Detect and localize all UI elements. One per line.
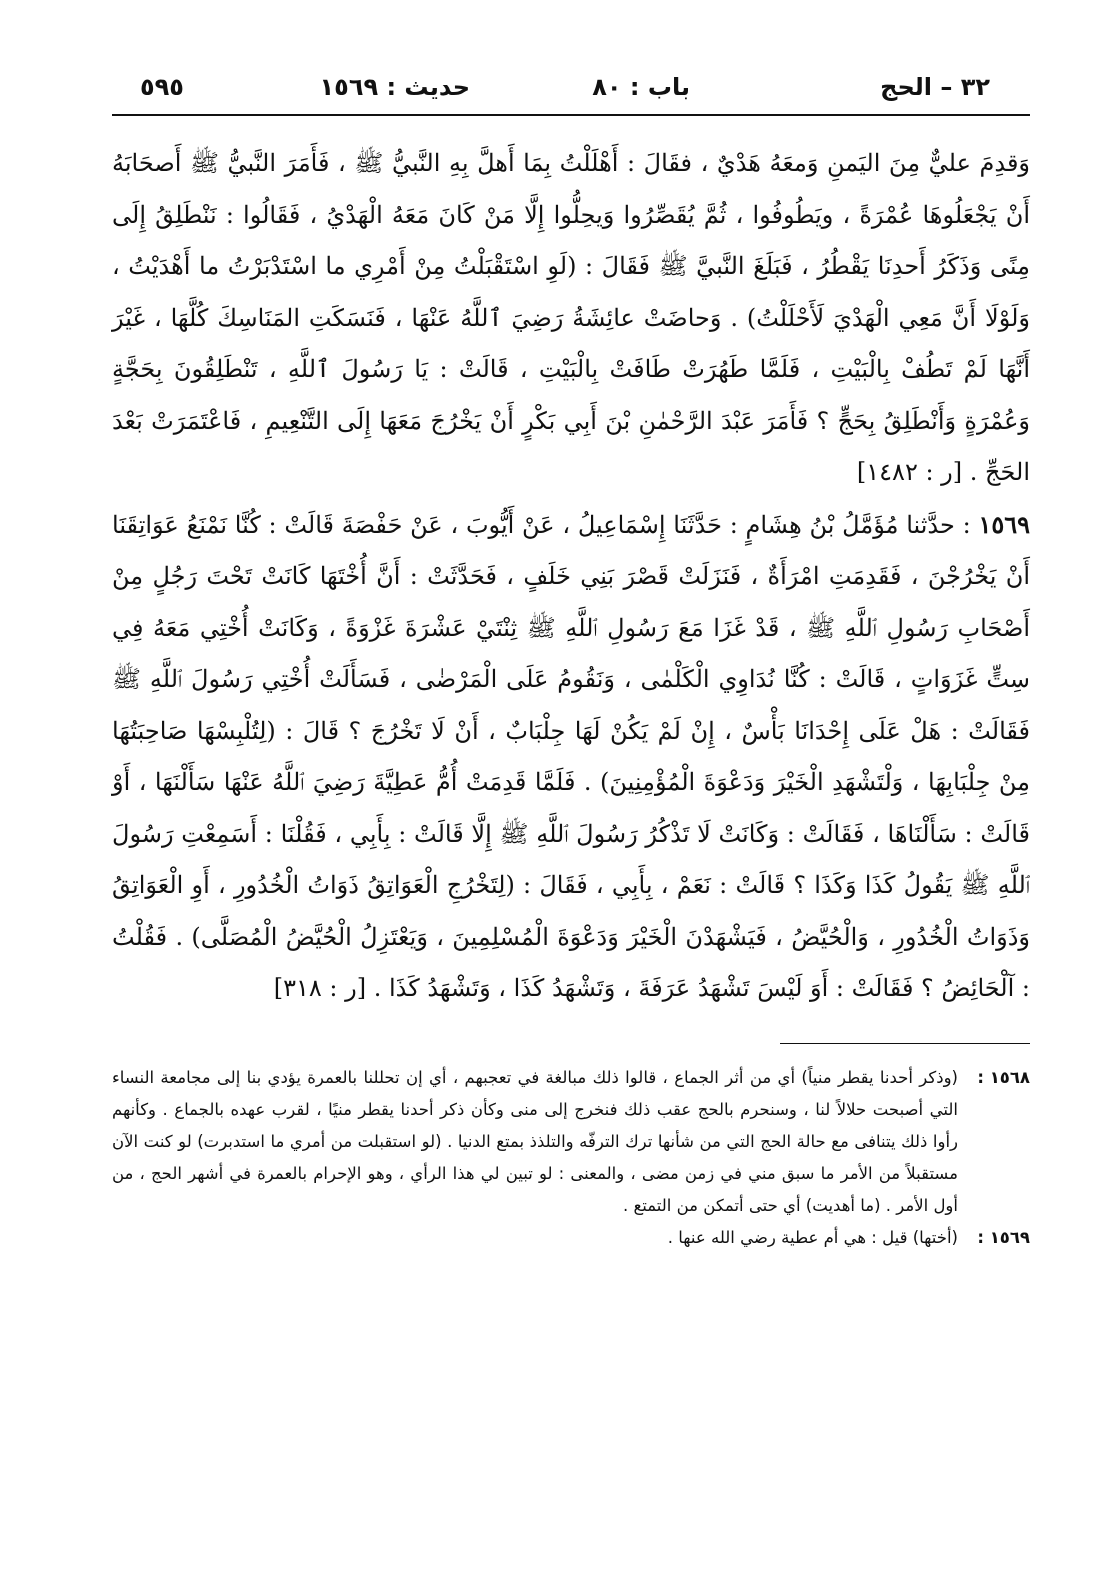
chapter-title: ٣٢ – الحج — [880, 73, 990, 101]
footnote-number: ١٥٦٨ : — [977, 1067, 1030, 1087]
hadith-1569-text: : حدَّثنا مُؤَمَّلُ بْنُ هِشَامٍ : حَدَّثَنَا إِسْمَاعِيلُ ، عَنْ أَيُّوبَ ، عَنْ حَفْصَةَ قَالَتْ : كُنَّا نَمْنَعُ عَوَاتِقَنَا أَنْ يَخْرُجْنَ ، فَقَدِمَتِ امْرَأَةٌ ، فَنَزَلَتْ قَصْرَ بَنِي خَلَفٍ ، فَحَدَّثَتْ : أَنَّ أُخْتَهَا كَانَتْ تَحْتَ رَجُلٍ مِنْ أَصْحَابِ رَسُولِ ٱللَّهِ ﷺ ، قَدْ غَزَا مَعَ رَسُولِ ٱللَّهِ ﷺ ثِنْتَيْ عَشْرَةَ غَزْوَةً ، وَكَانَتْ أُخْتِي مَعَهُ فِي سِتٍّ غَزَوَاتٍ ، قَالَتْ : كُنَّا نُدَاوِي الْكَلْمٰى ، وَنَقُومُ عَلَى الْمَرْضٰى ، فَسَأَلَتْ أُخْتِي رَسُولَ ٱللَّهِ ﷺ فَقَالَتْ : هَلْ عَلَى إِحْدَانَا بَأْسٌ ، إِنْ لَمْ يَكُنْ لَهَا جِلْبَابٌ ، أَنْ لَا تَخْرُجَ ؟ قَالَ : (لِتُلْبِسْهَا صَاحِبَتُهَا مِنْ جِلْبَابِهَا ، وَلْتَشْهَدِ الْخَيْرَ وَدَعْوَةَ الْمُؤْمِنِينَ) . فَلَمَّا قَدِمَتْ أُمُّ عَطِيَّةَ رَضِيَ ٱللَّهُ عَنْهَا سَأَلْنَهَا ، أَوْ قَالَتْ : سَأَلْنَاهَا ، فَقَالَتْ : وَكَانَتْ لَا تَذْكُرُ رَسُولَ ٱللَّهِ ﷺ إِلَّا قَالَتْ : بِأَبِي ، فَقُلْنَا : أَسَمِعْتِ رَسُولَ ٱللَّهِ ﷺ يَقُولُ كَذَا وَكَذَا ؟ قَالَتْ : نَعَمْ ، بِأَبِي ، فَقَالَ : (لِتَخْرُجِ الْعَوَاتِقُ ذَوَاتُ الْخُدُورِ ، أَوِ الْعَوَاتِقُ وَذَوَاتُ الْخُدُورِ ، وَالْحُيَّضُ ، فَيَشْهَدْنَ الْخَيْرَ وَدَعْوَةَ الْمُسْلِمِينَ ، وَيَعْتَزِلُ الْحُيَّضُ الْمُصَلَّى) . فَقُلْتُ : آلْحَائِضُ ؟ فَقَالَتْ : أَوَ لَيْسَ تَشْهَدُ عَرَفَةَ ، وَتَشْهَدُ كَذَا ، وَتَشْهَدُ كَذَا . — [112, 510, 1030, 1002]
footnote-divider — [780, 1043, 1030, 1044]
hadith-body — [112, 138, 1030, 1015]
footnote-1568 — [112, 1062, 1030, 1222]
page-header — [112, 60, 1030, 116]
hadith-1569-reference: [ر : ٣١٨] — [273, 974, 367, 1002]
hadith-1568-reference: [ر : ١٤٨٢] — [856, 458, 963, 486]
hadith-1569-number: ١٥٦٩ — [978, 509, 1031, 539]
footnote-body — [112, 1062, 958, 1222]
page-number: ٥٩٥ — [140, 73, 184, 101]
hadith-1568-continuation — [112, 138, 1030, 499]
hadith-1569 — [112, 499, 1030, 1015]
footnote-number: ١٥٦٩ : — [977, 1227, 1030, 1247]
hadith-1568-text: وَقدِمَ عليٌّ مِنَ اليَمنِ وَمعَهُ هَدْيٌ ، فقَالَ : أَهْلَلْتُ بِمَا أَهلَّ بِهِ النَّبيُّ ﷺ ، فَأَمَرَ النَّبيُّ ﷺ أَصحَابَهُ أَنْ يَجْعَلُوهَا عُمْرَةً ، ويَطُوفُوا ، ثُمَّ يُقَصِّرُوا وَيحِلُّوا إِلَّا مَنْ كَانَ مَعَهُ الْهَدْيُ ، فَقَالُوا : نَنْطَلِقُ إِلَى مِنًى وَذَكَرُ أَحدِنَا يَقْطُرُ ، فَبَلَغَ النَّبيَّ ﷺ فَقَالَ : (لَوِ اسْتَقْبَلْتُ مِنْ أَمْرِي ما اسْتَدْبَرْتُ ما أَهْدَيْتُ ، وَلَوْلَا أَنَّ مَعِي الْهَدْيَ لَأَحْلَلْتُ) . وَحاضَتْ عائِشَةُ رَضِيَ ٱللَّهُ عَنْهَا ، فَنَسَكَتِ المَنَاسِكَ كُلَّهَا ، غَيْرَ أَنَّهَا لَمْ تَطُفْ بِالْبَيْتِ ، فَلَمَّا طَهُرَتْ طَافَتْ بِالْبَيْتِ ، قَالَتْ : يَا رَسُولَ ٱللَّهِ ، تَنْطَلِقُونَ بِحَجَّةٍ وَعُمْرَةٍ وَأَنْطَلِقُ بِحَجٍّ ؟ فَأَمَرَ عَبْدَ الرَّحْمٰنِ بْنَ أَبِي بَكْرٍ أَنْ يَخْرُجَ مَعَهَا إِلَى التَّنْعِيمِ ، فَاعْتَمَرَتْ بَعْدَ الحَجِّ . — [112, 149, 1031, 486]
footnote-paragraph: (أختها) قيل : هي أم عطية رضي الله عنها . — [667, 1227, 958, 1247]
hadith-range: حديث : ١٥٦٩ — [319, 73, 470, 101]
bab-number: باب : ٨٠ — [592, 73, 690, 101]
footnote-paragraph: (وذكر أحدنا يقطر منياً) أي من أثر الجماع ، قالوا ذلك مبالغة في تعجبهم ، أي إن تحللنا بالعمرة يؤدي بنا إلى مجامعة النساء التي أصبحت حلالاً لنا ، وسنحرم بالحج عقب ذلك فنخرج إلى منى وكأن ذكر أحدنا يقطر منيًا ، لقرب عهده بالجماع . وكأنهم رأوا ذلك يتنافى مع حالة الحج التي من شأنها ترك الترفّه والتلذذ بمتع الدنيا . (لو استقبلت من أمري ما استدبرت) لو كنت الآن مستقبلاً من الأمر ما سبق مني في زمن مضى ، والمعنى : لو تبين لي هذا الرأي ، وهو الإحرام بالعمرة في أشهر الحج ، من أول الأمر . (ما أهديت) أي حتى أتمكن من التمتع . — [112, 1067, 958, 1215]
book-page — [112, 60, 1030, 1550]
footnotes — [112, 1062, 1030, 1254]
footnote-1569 — [112, 1222, 1030, 1254]
footnote-body — [112, 1222, 958, 1254]
